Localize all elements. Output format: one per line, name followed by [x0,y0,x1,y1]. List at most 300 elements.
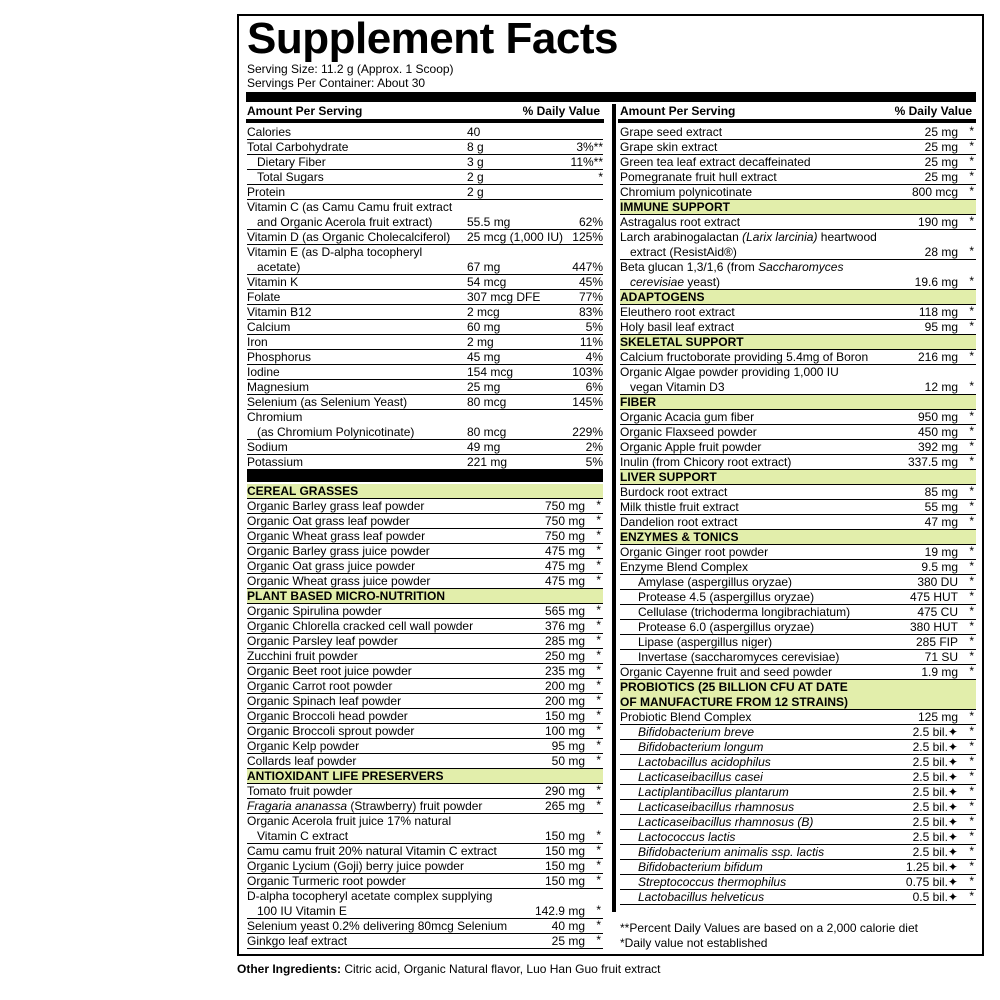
ingredient-label-cont [630,380,725,395]
ingredient-label [638,635,772,650]
label-text: Vitamin E (as D-alpha tocopheryl [247,245,423,259]
label-italic: Lactobacillus helveticus [638,890,765,904]
ingredient-amount: 2 mg [467,335,494,349]
ingredient-row [247,694,603,709]
ingredient-row [620,740,976,755]
ingredient-label [247,784,352,799]
ingredient-label-cont [257,215,432,230]
label-italic: Lactiplantibacillus plantarum [638,785,789,799]
ingredient-row [620,485,976,500]
ingredient-row [620,560,976,575]
ingredient-row [247,544,603,559]
dv-asterisk: * [969,424,974,438]
ingredient-row [620,770,976,785]
label-text: and Organic Acerola fruit extract) [257,215,433,229]
footnote-not-established: *Daily value not established [620,936,768,950]
dv-asterisk: * [969,604,974,618]
ingredient-label [620,125,722,140]
ingredient-amount: 150 mg [544,874,585,888]
dv-asterisk: * [596,723,601,737]
dv-asterisk: * [596,873,601,887]
label-italic: Bifidobacterium bifidum [638,860,763,874]
ingredient-label [638,650,839,665]
ingredient-row [620,650,976,665]
ingredient-label [247,619,473,634]
label-italic: Bifidobacterium breve [638,725,755,739]
ingredient-amount: 150 mg [544,709,585,723]
dv-asterisk: * [596,543,601,557]
dv-asterisk: * [969,619,974,633]
ingredient-row [620,440,976,455]
label-italic: Lactobacillus acidophilus [638,755,771,769]
daily-value: 77% [578,290,603,304]
ingredient-label [620,410,754,425]
ingredient-label [257,170,324,185]
ingredient-row [620,635,976,650]
label-text: Protein [247,185,286,199]
ingredient-row [247,799,603,814]
label-text: Calcium fructoborate providing 5.4mg of Boron [620,350,869,364]
ingredient-amount: 40 [467,125,481,139]
label-italic: cerevisiae [630,275,685,289]
left-column-header [247,104,600,119]
ingredient-label [247,514,410,529]
label-text: Tomato fruit powder [247,784,353,798]
ingredient-amount: 1.25 bil.✦ [905,860,958,874]
ingredient-amount: 49 mg [467,440,501,454]
ingredient-label-cont [257,260,300,275]
ingredient-row [620,620,976,635]
ingredient-label [247,544,430,559]
ingredient-label [247,320,290,335]
left-column [247,125,603,949]
ingredient-row [247,350,603,365]
label-text: D-alpha tocopheryl acetate complex supplying [247,889,493,903]
label-text: Vitamin D (as Organic Cholecalciferol) [247,230,451,244]
ingredient-amount: 12 mg [924,380,958,394]
label-text: Organic Oat grass leaf powder [247,514,410,528]
label-text: Chromium polynicotinate [620,185,753,199]
label-text: Organic Barley grass leaf powder [247,499,425,513]
dv-asterisk: * [969,169,974,183]
ingredient-row [247,305,603,320]
ingredient-row [247,185,603,200]
ingredient-row [247,664,603,679]
daily-value: 6% [585,380,603,394]
ingredient-label [247,799,482,814]
ingredient-amount: 285 FIP [915,635,958,649]
ingredient-label [247,185,285,200]
ingredient-row [247,230,603,245]
label-text: Organic Kelp powder [247,739,360,753]
label-text: Invertase (saccharomyces cerevisiae) [638,650,840,664]
ingredient-amount: 376 mg [544,619,585,633]
label-text: Vitamin C extract [257,829,349,843]
ingredient-label-cont [630,245,737,260]
ingredient-amount: 25 mg [924,125,958,139]
ingredient-amount: 290 mg [544,784,585,798]
ingredient-row [620,170,976,185]
dv-asterisk: * [969,814,974,828]
ingredient-label [247,679,392,694]
ingredient-row [247,754,603,769]
dv-asterisk: * [969,409,974,423]
ingredient-label [620,170,777,185]
ingredient-label [620,710,751,725]
dv-asterisk: * [596,933,601,947]
dv-asterisk: * [596,753,601,767]
label-italic: Lactococcus lactis [638,830,736,844]
ingredient-row [620,725,976,740]
dv-asterisk: * [596,633,601,647]
label-text: Organic Cayenne fruit and seed powder [620,665,833,679]
ingredient-label [620,425,757,440]
ingredient-row [247,574,603,589]
dv-asterisk: * [596,513,601,527]
label-text: Organic Beet root juice powder [247,664,412,678]
label-italic: Streptococcus thermophilus [638,875,787,889]
ingredient-label-cont [257,904,347,919]
ingredient-label [247,889,492,904]
ingredient-label [247,230,450,245]
ingredient-amount: 190 mg [917,215,958,229]
ingredient-label [247,380,309,395]
dv-asterisk: * [596,573,601,587]
daily-value: 125% [572,230,603,244]
ingredient-label [247,410,302,425]
label-italic: Fragaria ananassa [247,799,348,813]
ingredient-amount: 380 HUT [909,620,958,634]
daily-value-label: % Daily Value [522,104,600,118]
ingredient-row [620,545,976,560]
ingredient-label [638,815,813,830]
other-ingredients-label: Other Ingredients: [237,962,342,976]
ingredient-amount: 28 mg [924,245,958,259]
ingredient-amount: 60 mg [467,320,501,334]
label-italic: Bifidobacterium longum [638,740,764,754]
ingredient-label [620,560,748,575]
ingredient-amount: 2.5 bil.✦ [912,845,958,859]
daily-value: 5% [585,320,603,334]
ingredient-row [247,904,603,919]
ingredient-label [247,919,507,934]
label-text: Potassium [247,455,304,469]
ingredient-row [620,665,976,680]
ingredient-row-line1 [247,889,603,904]
label-text: Sodium [247,440,288,454]
dv-asterisk: * [969,484,974,498]
ingredient-label-cont [630,275,720,290]
dv-asterisk: * [596,618,601,632]
ingredient-row [620,575,976,590]
dv-asterisk: * [596,798,601,812]
daily-value: 11%** [570,155,603,169]
ingredient-label [247,664,412,679]
ingredient-row [247,619,603,634]
ingredient-amount: 47 mg [924,515,958,529]
ingredient-row [247,874,603,889]
right-column [620,125,976,905]
ingredient-row [247,679,603,694]
ingredient-label [620,230,877,245]
dv-asterisk: * [596,858,601,872]
dv-asterisk: * [969,514,974,528]
ingredient-amount: 100 mg [544,724,585,738]
label-text: vegan Vitamin D3 [630,380,725,394]
dv-asterisk: * [969,244,974,258]
ingredient-label [620,185,752,200]
section-header: ANTIOXIDANT LIFE PRESERVERS [247,769,603,784]
label-text: Grape skin extract [620,140,718,154]
ingredient-row [620,515,976,530]
ingredient-amount: 475 CU [917,605,958,619]
ingredient-row [247,859,603,874]
dv-asterisk: * [596,693,601,707]
daily-value: 229% [572,425,603,439]
section-header: ENZYMES & TONICS [620,530,976,545]
label-text: extract (ResistAid®) [630,245,737,259]
ingredient-row [620,275,976,290]
label-text: Camu camu fruit 20% natural Vitamin C extract [247,844,497,858]
label-italic: Lacticaseibacillus rhamnosus [638,800,795,814]
ingredient-label [620,260,843,275]
ingredient-row [620,845,976,860]
ingredient-amount: 337.5 mg [907,455,958,469]
ingredient-row [247,559,603,574]
label-text: Zucchini fruit powder [247,649,358,663]
column-divider [612,104,616,912]
dv-asterisk: * [969,709,974,723]
ingredient-row [620,890,976,905]
dv-asterisk: * [596,783,601,797]
label-text: Larch arabinogalactan [620,230,743,244]
ingredient-row [620,500,976,515]
ingredient-row [247,739,603,754]
label-text: Dandelion root extract [620,515,738,529]
ingredient-label [638,830,735,845]
label-italic: Saccharomyces [758,260,844,274]
ingredient-amount: 1.9 mg [921,665,958,679]
ingredient-amount: 475 HUT [909,590,958,604]
label-text: Milk thistle fruit extract [620,500,739,514]
ingredient-amount: 71 SU [924,650,958,664]
ingredient-label [247,499,424,514]
ingredient-amount: 2 mcg [467,305,500,319]
ingredient-label [247,140,348,155]
ingredient-label [247,559,415,574]
ingredient-row [620,380,976,395]
label-text: Burdock root extract [620,485,728,499]
dv-asterisk: * [969,664,974,678]
ingredient-amount: 95 mg [924,320,958,334]
ingredient-amount: 3 g [467,155,484,169]
ingredient-amount: 750 mg [544,499,585,513]
ingredient-label [247,934,347,949]
ingredient-label [638,725,754,740]
ingredient-row [247,844,603,859]
dv-asterisk: * [596,678,601,692]
dv-asterisk: * [969,844,974,858]
ingredient-row [247,499,603,514]
dv-asterisk: * [969,634,974,648]
label-text: Vitamin C (as Camu Camu fruit extract [247,200,453,214]
ingredient-label [638,875,786,890]
ingredient-label [638,590,814,605]
label-text: Enzyme Blend Complex [620,560,749,574]
ingredient-row [620,245,976,260]
label-text: 100 IU Vitamin E [257,904,347,918]
ingredient-amount: 450 mg [917,425,958,439]
dv-asterisk: * [596,558,601,572]
ingredient-label [247,200,452,215]
label-text: Pomegranate fruit hull extract [620,170,777,184]
label-italic: (Larix larcinia) [742,230,818,244]
ingredient-row [620,455,976,470]
ingredient-amount: 265 mg [544,799,585,813]
ingredient-label [247,395,407,410]
ingredient-amount: 475 mg [544,574,585,588]
label-italic: Lacticaseibacillus rhamnosus (B) [638,815,814,829]
label-text: yeast) [684,275,721,289]
ingredient-label [638,890,764,905]
dv-asterisk: * [969,574,974,588]
section-header: ADAPTOGENS [620,290,976,305]
label-text: Iron [247,335,268,349]
ingredient-label [620,515,737,530]
label-text: Cellulase (trichoderma longibrachiatum) [638,605,851,619]
ingredient-label [247,754,356,769]
ingredient-amount: 95 mg [551,739,585,753]
ingredient-amount: 40 mg [551,919,585,933]
ingredient-label [638,845,824,860]
amount-per-serving-label: Amount Per Serving [620,104,736,118]
other-ingredients [237,962,660,977]
daily-value: 3%** [576,140,603,154]
ingredient-label [247,455,303,470]
ingredient-row [247,724,603,739]
ingredient-row [620,860,976,875]
ingredient-amount: 565 mg [544,604,585,618]
ingredient-row [247,380,603,395]
ingredient-label [620,545,768,560]
label-text: (as Chromium Polynicotinate) [257,425,415,439]
ingredient-row [620,410,976,425]
ingredient-amount: 19.6 mg [914,275,958,289]
ingredient-row [247,829,603,844]
dv-asterisk: * [969,589,974,603]
label-text: Eleuthero root extract [620,305,735,319]
dv-asterisk: * [596,828,601,842]
ingredient-row-line1 [247,410,603,425]
ingredient-row [620,785,976,800]
dv-asterisk: * [969,784,974,798]
ingredient-amount: 2.5 bil.✦ [912,830,958,844]
ingredient-amount: 2.5 bil.✦ [912,815,958,829]
right-header-rule [618,119,976,123]
dv-asterisk: * [596,648,601,662]
dv-asterisk: * [969,649,974,663]
ingredient-label [620,440,761,455]
ingredient-row-line1 [620,365,976,380]
ingredient-label [247,275,298,290]
label-text: Organic Spinach leaf powder [247,694,402,708]
label-text: Organic Apple fruit powder [620,440,762,454]
ingredient-row [247,155,603,170]
dv-asterisk: * [969,499,974,513]
ingredient-amount: 50 mg [551,754,585,768]
left-header-rule [246,119,604,123]
ingredient-row [620,215,976,230]
ingredient-row [620,875,976,890]
ingredient-label [247,335,268,350]
ingredient-amount: 54 mcg [467,275,507,289]
label-text: Astragalus root extract [620,215,741,229]
dv-asterisk: * [969,559,974,573]
label-text: Protease 4.5 (aspergillus oryzae) [638,590,815,604]
label-text: Total Sugars [257,170,324,184]
ingredient-amount: 250 mg [544,649,585,663]
ingredient-label [638,755,771,770]
label-text: Organic Flaxseed powder [620,425,757,439]
ingredient-row [620,830,976,845]
ingredient-label [638,740,763,755]
ingredient-label [638,785,789,800]
ingredient-amount: 150 mg [544,859,585,873]
ingredient-label-cont [257,425,414,440]
daily-value: 62% [578,215,603,229]
label-text: Calcium [247,320,291,334]
dv-asterisk: * [969,544,974,558]
dv-asterisk: * [969,859,974,873]
label-text: acetate) [257,260,301,274]
ingredient-label [247,290,280,305]
label-text: Organic Spirulina powder [247,604,382,618]
right-column-header [620,104,972,119]
ingredient-label [247,574,430,589]
ingredient-row [620,140,976,155]
ingredient-row [620,305,976,320]
ingredient-row [247,440,603,455]
ingredient-row [247,125,603,140]
label-text: Holy basil leaf extract [620,320,735,334]
ingredient-label [247,604,382,619]
ingredient-amount: 154 mcg [467,365,514,379]
ingredient-amount: 2.5 bil.✦ [912,725,958,739]
ingredient-amount: 80 mcg [467,425,507,439]
ingredient-row-line1 [247,814,603,829]
ingredient-amount: 200 mg [544,694,585,708]
ingredient-row-line1 [620,230,976,245]
ingredient-amount: 85 mg [924,485,958,499]
label-text: Total Carbohydrate [247,140,349,154]
dv-asterisk: * [969,799,974,813]
ingredient-amount: 19 mg [924,545,958,559]
ingredient-label [620,320,734,335]
ingredient-amount: 950 mg [917,410,958,424]
label-text: Organic Broccoli head powder [247,709,408,723]
ingredient-amount: 800 mcg [911,185,958,199]
dv-asterisk: * [596,708,601,722]
ingredient-label [620,215,740,230]
ingredient-row [247,260,603,275]
ingredient-row [247,275,603,290]
ingredient-label [247,350,311,365]
footnote-dv: **Percent Daily Values are based on a 2,000 calorie diet [620,921,918,935]
ingredient-row [620,425,976,440]
ingredient-label [247,649,358,664]
daily-value: 11% [579,335,603,349]
ingredient-label [247,305,311,320]
